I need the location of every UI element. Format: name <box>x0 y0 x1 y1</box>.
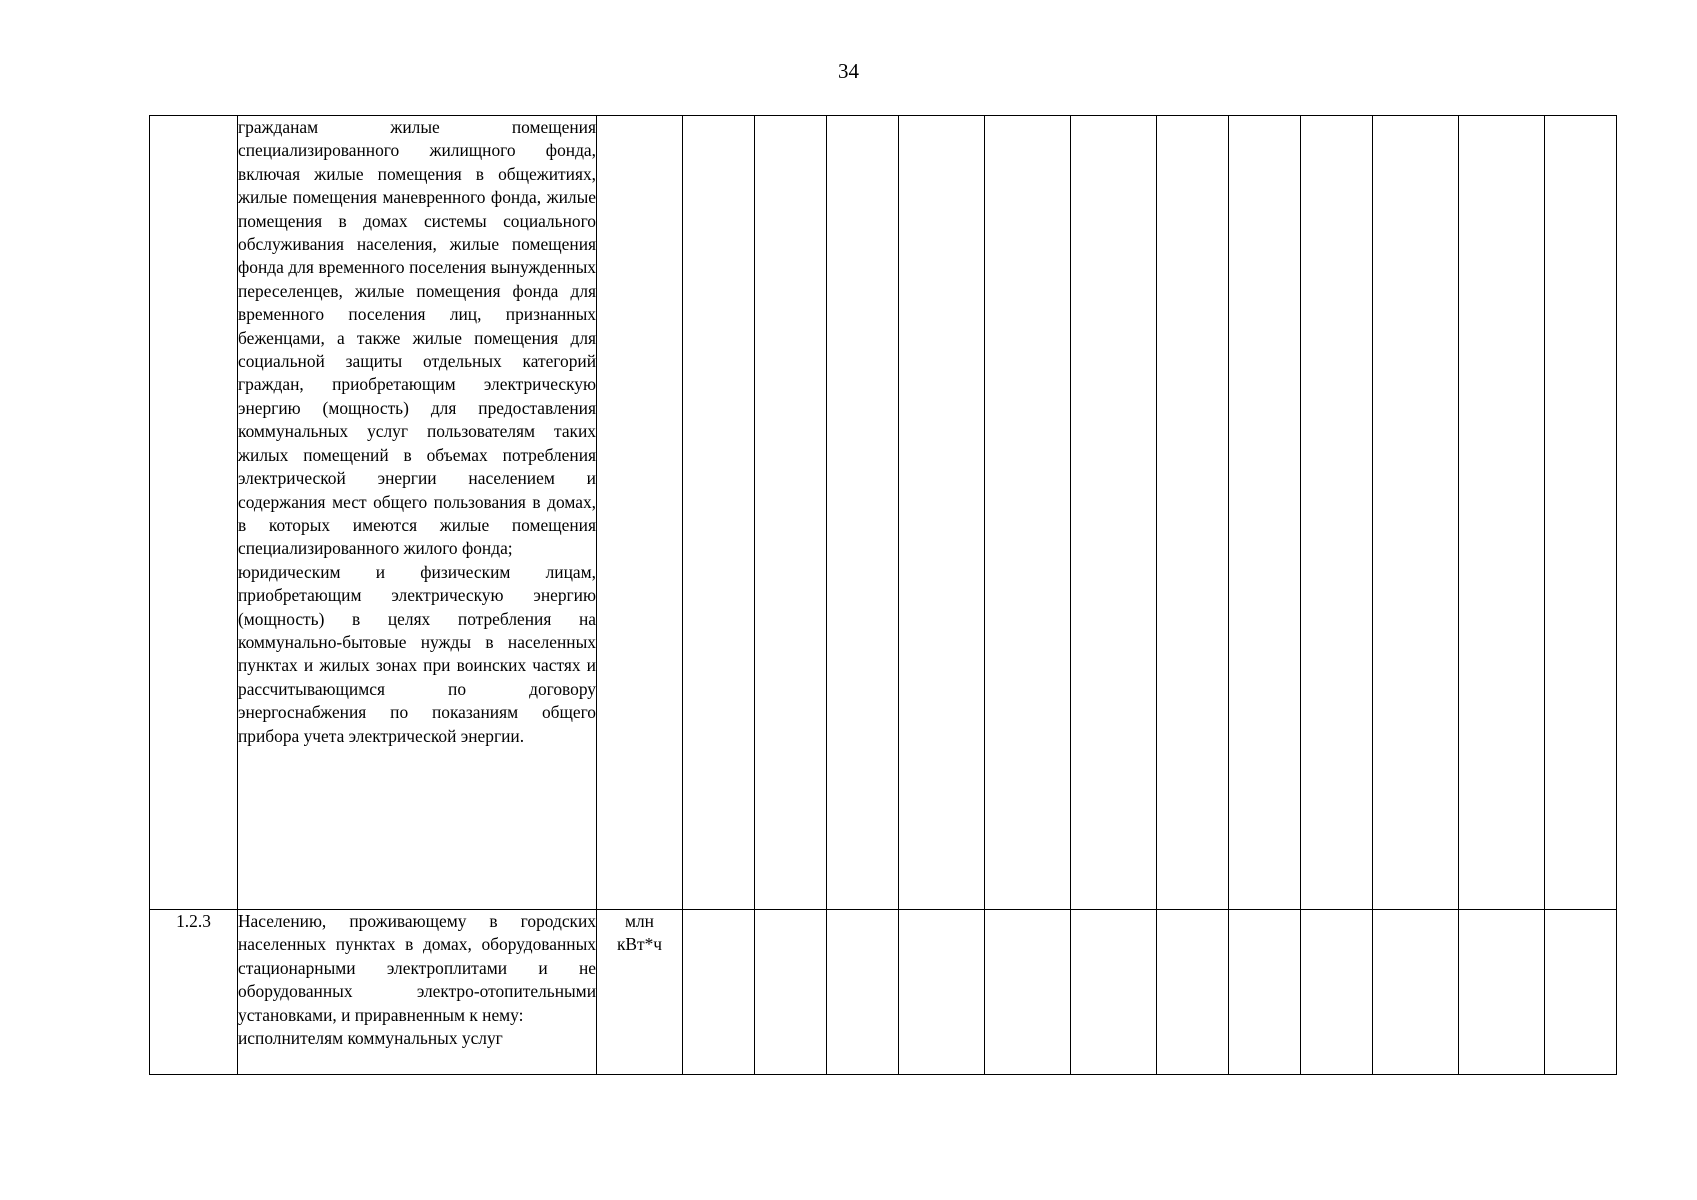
description-paragraph: гражданам жилые помещения специализированного жилищного фонда, включая жилые помещения в общежитиях, жилые помещения маневренного фонда, жилые помещения в домах системы социального обслуживания населения, жилые помещения фонда для временного поселения вынужденных переселенцев, жилые помещения фонда для временного поселения лиц, признанных беженцами, а также жилые помещения для социальной защиты отдельных категорий граждан, приобретающим электрическую энергию (мощность) для предоставления коммунальных услуг пользователям таких жилых помещений в объемах потребления электрической энергии населением и содержания мест общего пользования в домах, в которых имеются жилые помещения специализированного жилого фонда; <box>238 117 596 559</box>
value-cell <box>1071 116 1157 910</box>
description-paragraph: исполнителям коммунальных услуг <box>238 1028 503 1049</box>
value-cell <box>1545 116 1617 910</box>
value-cell <box>683 116 755 910</box>
value-cell <box>827 910 899 1075</box>
unit-line: млн <box>625 911 654 931</box>
value-cell <box>755 116 827 910</box>
table-row <box>150 910 1617 1075</box>
value-cell <box>1373 116 1459 910</box>
unit-cell <box>597 910 683 1075</box>
row-description-cell <box>238 910 597 1075</box>
value-cell <box>1157 910 1229 1075</box>
table-row <box>150 116 1617 910</box>
row-description-cell <box>238 116 597 910</box>
value-cell <box>1301 116 1373 910</box>
row-number-cell <box>150 116 238 910</box>
value-cell <box>683 910 755 1075</box>
value-cell <box>1545 910 1617 1075</box>
value-cell <box>1459 910 1545 1075</box>
value-cell <box>985 910 1071 1075</box>
value-cell <box>1071 910 1157 1075</box>
value-cell <box>1157 116 1229 910</box>
data-table <box>149 115 1617 1075</box>
description-paragraph: юридическим и физическим лицам, приобретающим электрическую энергию (мощность) в целях потребления на коммунально-бытовые нужды в населенных пунктах и жилых зонах при воинских частях и рассчитывающимся по договору энергоснабжения по показаниям общего прибора учета электрической энергии. <box>238 561 596 746</box>
row-number-cell: 1.2.3 <box>150 910 238 1075</box>
description-paragraph: Населению, проживающему в городских населенных пунктах в домах, оборудованных стационарными электроплитами и не оборудованных электро-отопительными установками, и приравненным к нему: <box>238 911 596 1025</box>
value-cell <box>1373 910 1459 1075</box>
value-cell <box>1229 910 1301 1075</box>
value-cell <box>899 116 985 910</box>
unit-cell <box>597 116 683 910</box>
value-cell <box>1459 116 1545 910</box>
page-number: 34 <box>838 59 859 83</box>
unit-line: кВт*ч <box>616 934 663 955</box>
value-cell <box>899 910 985 1075</box>
value-cell <box>827 116 899 910</box>
value-cell <box>985 116 1071 910</box>
value-cell <box>755 910 827 1075</box>
value-cell <box>1301 910 1373 1075</box>
value-cell <box>1229 116 1301 910</box>
